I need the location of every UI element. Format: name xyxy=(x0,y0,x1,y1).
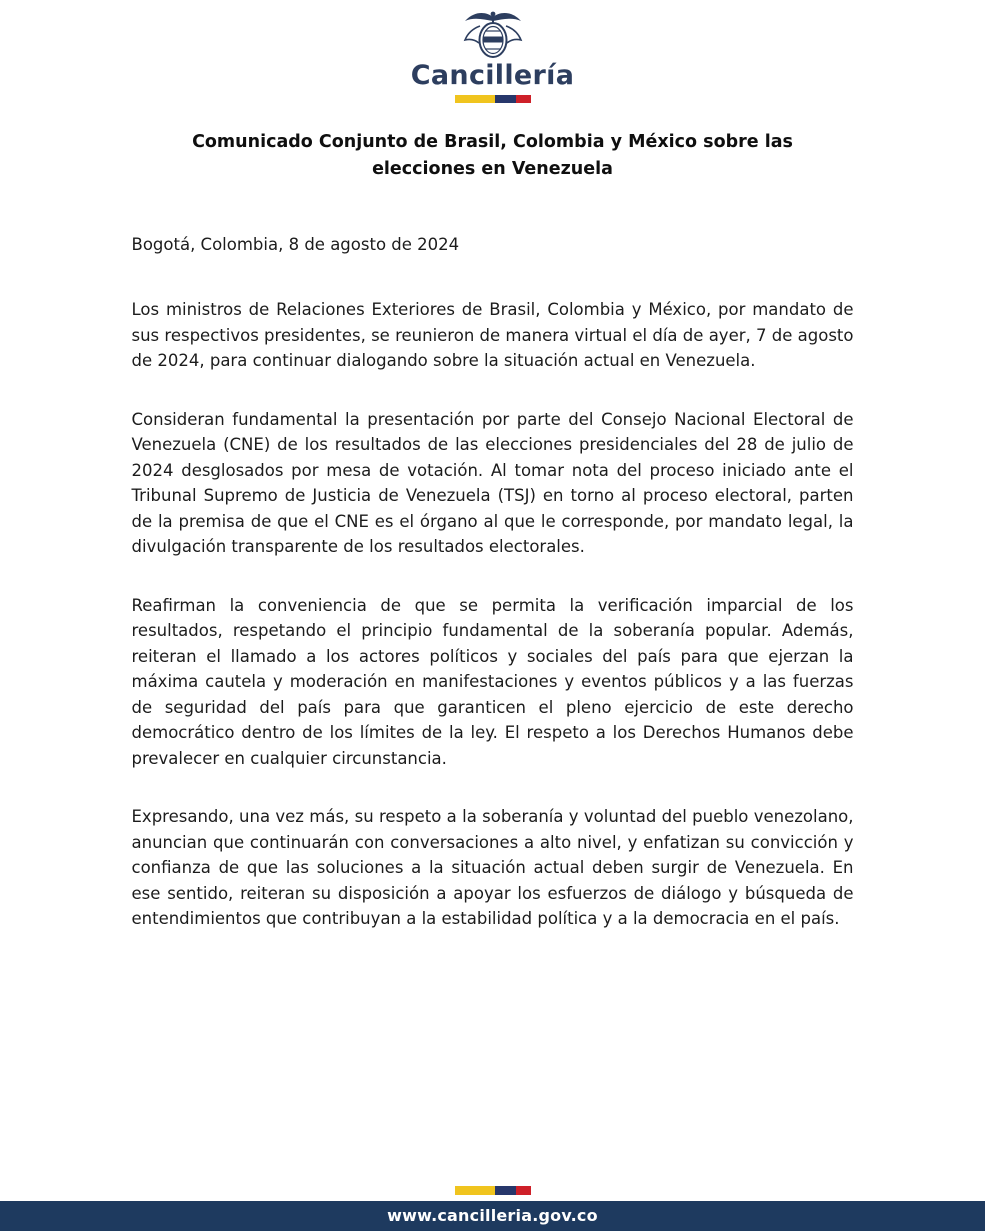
footer-url: www.cancilleria.gov.co xyxy=(387,1206,598,1225)
page-footer xyxy=(0,1186,985,1231)
flag-yellow-segment xyxy=(455,95,495,103)
flag-blue-segment xyxy=(495,1186,516,1195)
letterhead xyxy=(0,0,985,103)
document-body xyxy=(132,232,854,932)
body-paragraph-3: Reafirman la conveniencia de que se permita la verificación imparcial de los resultados, respetando el principio fundamental de la soberanía popular. Además, reiteran el llamado a los actores políticos y sociales del país para que ejerzan la máxima cautela y moderación en manifestaciones y eventos públicos y a las fuerzas de seguridad del país para que garanticen el pleno ejercicio de este derecho democrático dentro de los límites de la ley. El respeto a los Derechos Humanos debe prevalecer en cualquier circunstancia. xyxy=(131,595,854,768)
body-paragraph-4: Expresando, una vez más, su respeto a la soberanía y voluntad del pueblo venezolano, anuncian que continuarán con conversaciones a alto nivel, y enfatizan su convicción y confianza de que las soluciones a la situación actual deben surgir de Venezuela. En ese sentido, reiteran su disposición a apoyar los esfuerzos de diálogo y búsqueda de entendimientos que contribuyan a la estabilidad política y a la democracia en el país. xyxy=(131,807,854,928)
flag-red-segment xyxy=(516,95,531,103)
flag-blue-segment xyxy=(495,95,516,103)
brand-flag-bar xyxy=(455,95,531,103)
body-paragraph-1: Los ministros de Relaciones Exteriores de Brasil, Colombia y México, por mandato de sus respectivos presidentes, se reunieron de manera virtual el día de ayer, 7 de agosto de 2024, para continuar dialogando sobre la situación actual en Venezuela. xyxy=(131,300,854,370)
flag-yellow-segment xyxy=(455,1186,495,1195)
body-paragraph-2: Consideran fundamental la presentación por parte del Consejo Nacional Electoral de Venezuela (CNE) de los resultados de las elecciones presidenciales del 28 de julio de 2024 desglosados por mesa de votación. Al tomar nota del proceso iniciado ante el Tribunal Supremo de Justicia de Venezuela (TSJ) en torno al proceso electoral, parten de la premisa de que el CNE es el órgano al que le corresponde, por mandato legal, la divulgación transparente de los resultados electorales. xyxy=(131,409,854,556)
brand-wordmark: Cancillería xyxy=(410,60,575,91)
footer-band xyxy=(0,1201,985,1231)
page-title: Comunicado Conjunto de Brasil, Colombia y México sobre las elecciones en Venezuela xyxy=(192,132,793,179)
flag-red-segment xyxy=(516,1186,531,1195)
footer-flag-bar xyxy=(455,1186,531,1195)
dateline: Bogotá, Colombia, 8 de agosto de 2024 xyxy=(131,235,460,254)
colombia-coat-of-arms-icon xyxy=(447,8,539,60)
paragraphs-block xyxy=(132,297,854,932)
